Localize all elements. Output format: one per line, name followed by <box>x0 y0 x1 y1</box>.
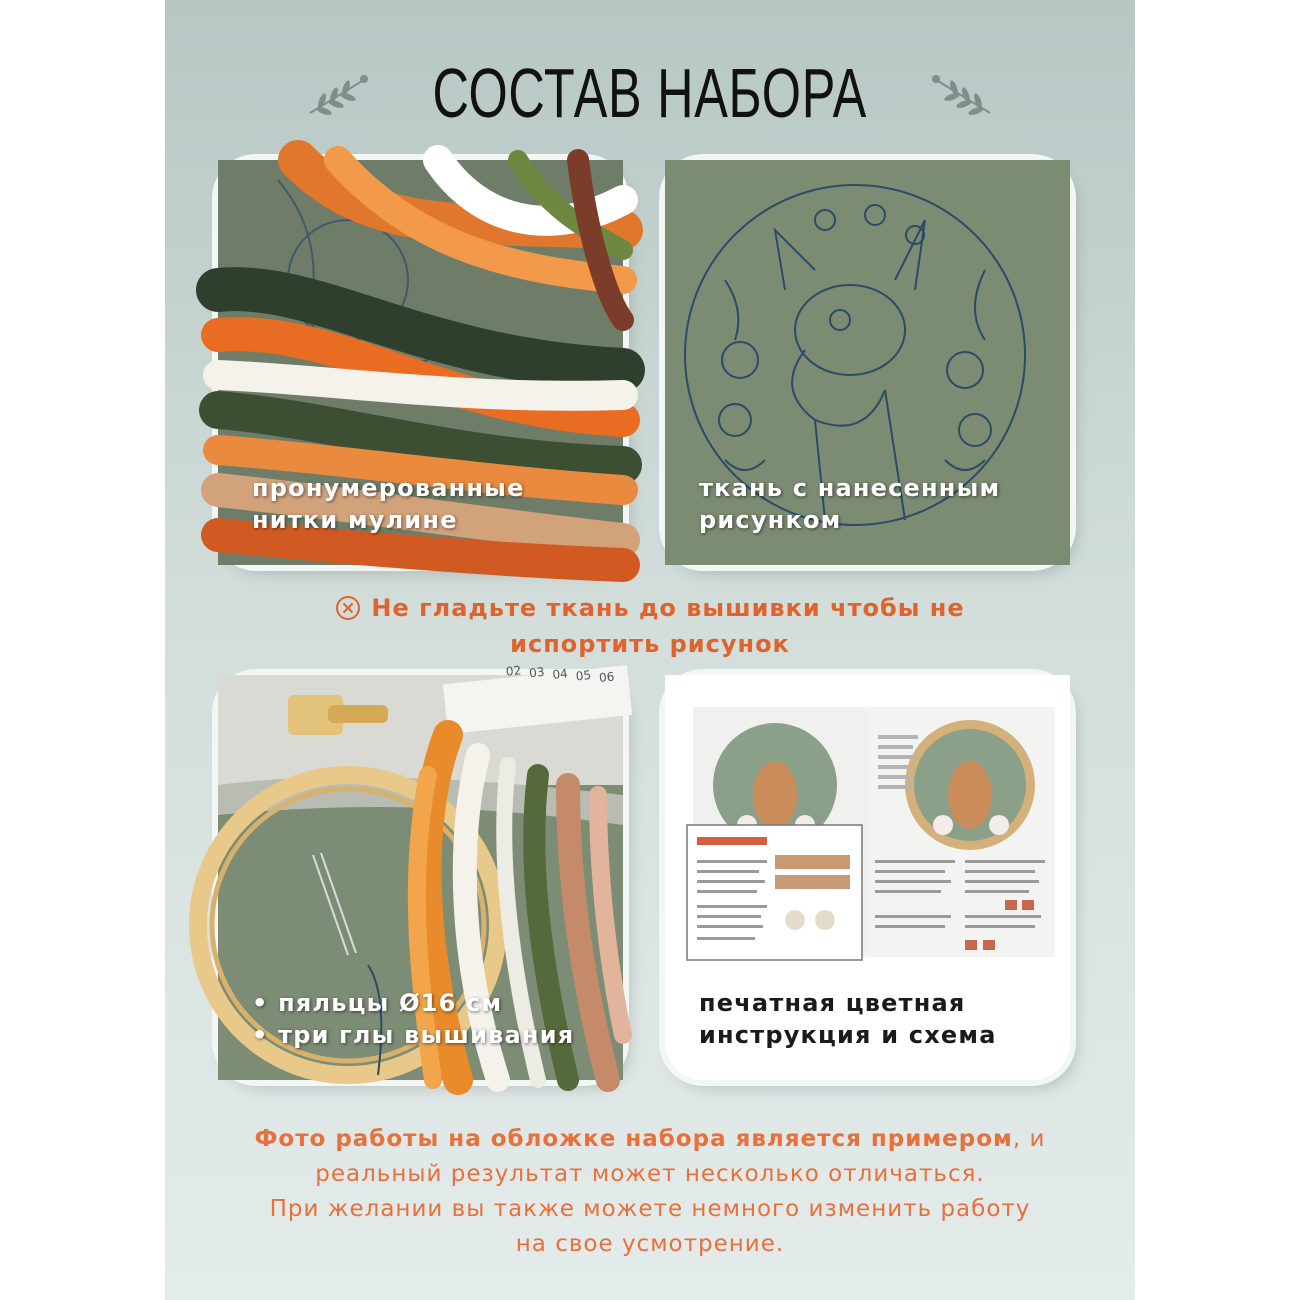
right-sprig-icon <box>928 67 998 119</box>
warning-line-1: Не гладьте ткань до вышивки чтобы не <box>371 594 965 622</box>
page-title: СОСТАВ НАБОРА <box>432 54 868 132</box>
note-line-3: При желании вы также можете немного изменить работу <box>269 1196 1031 1222</box>
card-fabric-label: ткань с нанесенным рисунком <box>699 474 1001 534</box>
card-instruction <box>665 675 1070 1080</box>
card-hoop <box>218 663 623 1080</box>
note-line-1: Фото работы на обложке набора является примером, и <box>254 1126 1046 1152</box>
header <box>165 48 1135 138</box>
hoop-number-02: 02 <box>505 663 522 679</box>
note-line-2: реальный результат может несколько отличаться. <box>315 1161 985 1187</box>
card-threads <box>218 160 623 565</box>
instruction-photo <box>665 675 1070 975</box>
content-panel <box>165 0 1135 1300</box>
hoop-number-06: 06 <box>598 669 616 686</box>
disclaimer-note <box>165 1122 1135 1262</box>
warning-line-2: испортить рисунок <box>510 630 790 658</box>
hoop-number-03: 03 <box>528 664 546 681</box>
left-sprig-icon <box>302 67 372 119</box>
card-threads-label: пронумерованные нитки мулине <box>252 474 525 534</box>
hoop-number-04: 04 <box>551 666 569 682</box>
warning-text <box>165 590 1135 662</box>
card-hoop-label: • пяльцы Ø16 см • три глы вышивания <box>252 989 575 1049</box>
note-line-4: на свое усмотрение. <box>515 1231 785 1257</box>
card-fabric <box>665 160 1070 565</box>
circle-x-icon <box>335 595 361 621</box>
hoop-number-05: 05 <box>575 667 592 684</box>
card-instruction-label: печатная цветная инструкция и схема <box>699 989 997 1049</box>
